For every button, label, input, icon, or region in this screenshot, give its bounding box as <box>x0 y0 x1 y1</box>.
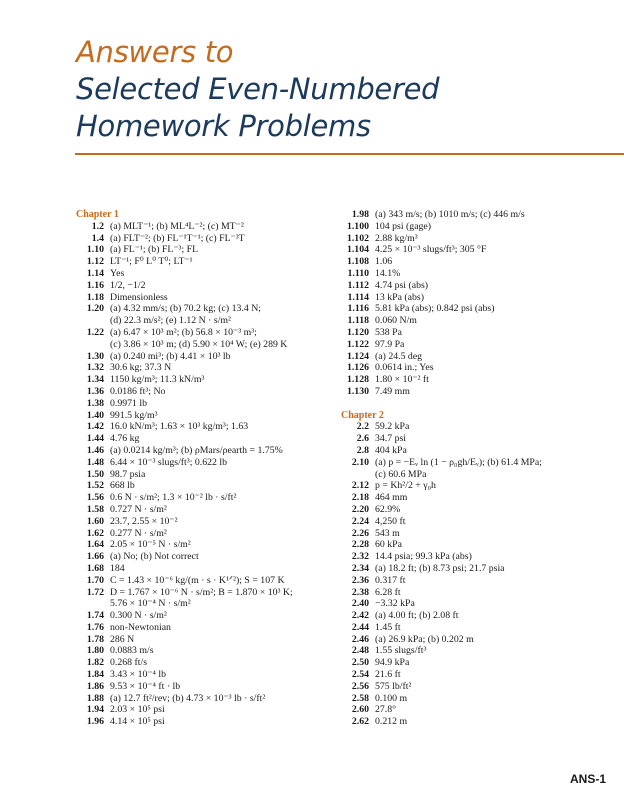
title-line-2: Selected Even-Numbered <box>76 72 440 106</box>
problem-number: 1.48 <box>86 456 104 468</box>
problem-number: 2.42 <box>351 610 369 622</box>
problem-number: 2.20 <box>351 503 369 515</box>
answer-text: 0.0614 in.; Yes <box>375 362 434 374</box>
problem-number: 2.56 <box>351 680 369 692</box>
problem-number: 2.48 <box>351 645 369 657</box>
answer-text: (a) 6.47 × 10³ m²; (b) 56.8 × 10⁻³ m³; (c) 3.86 × 10³ m; (d) 5.90 × 10⁴ W; (e) 289 K <box>110 326 288 350</box>
problem-number: 2.50 <box>351 657 369 669</box>
answer-text: (a) MLT⁻¹; (b) ML⁴L⁻²; (c) MT⁻² <box>110 220 244 232</box>
answer-entry <box>341 657 624 669</box>
answer-entry <box>341 492 624 504</box>
answer-text: 0.0883 m/s <box>110 645 154 657</box>
problem-number: 2.2 <box>356 421 369 433</box>
answer-text: Yes <box>110 267 125 279</box>
answer-entry <box>76 563 341 575</box>
answer-text: 0.277 N · s/m² <box>110 527 167 539</box>
answer-entry <box>341 221 624 233</box>
answer-text: Dimensionless <box>110 291 168 303</box>
problem-number: 1.44 <box>86 433 104 445</box>
answer-entry <box>76 280 341 292</box>
problem-number: 2.38 <box>351 586 369 598</box>
answer-entry <box>76 504 341 516</box>
answer-entry <box>76 268 341 280</box>
answer-entry <box>76 469 341 481</box>
answer-text: (a) 24.5 deg <box>375 350 423 362</box>
problem-number: 2.54 <box>351 669 369 681</box>
answer-text: 60 kPa <box>375 539 402 551</box>
problem-number: 1.86 <box>86 680 104 692</box>
answer-text: 404 kPa <box>375 444 407 456</box>
answer-text: (a) 18.2 ft; (b) 8.73 psi; 21.7 psia <box>375 562 505 574</box>
problem-number: 1.10 <box>86 244 104 256</box>
answer-entry <box>341 351 624 363</box>
problem-number: 1.102 <box>346 232 369 244</box>
answer-text: 0.9971 lb <box>110 397 148 409</box>
problem-number: 1.34 <box>86 374 104 386</box>
answer-text: 543 m <box>375 527 400 539</box>
problem-number: 2.12 <box>351 480 369 492</box>
problem-number: 1.12 <box>86 256 104 268</box>
problem-number: 1.126 <box>346 362 369 374</box>
answer-text: 668 lb <box>110 480 135 492</box>
answer-text: 62.9% <box>375 503 401 515</box>
title-divider <box>75 153 624 155</box>
answer-entry <box>76 634 341 646</box>
answer-entry <box>341 681 624 693</box>
left-column <box>76 209 341 728</box>
answer-entry <box>76 457 341 469</box>
answer-text: 0.300 N · s/m² <box>110 610 167 622</box>
problem-number: 1.130 <box>346 385 369 397</box>
answer-entry <box>76 681 341 693</box>
answer-text: 16.0 kN/m³; 1.63 × 10³ kg/m³; 1.63 <box>110 421 249 433</box>
answer-entry <box>76 351 341 363</box>
answer-entry <box>341 516 624 528</box>
answer-entry <box>341 268 624 280</box>
answer-entry <box>341 292 624 304</box>
problem-number: 2.58 <box>351 692 369 704</box>
answer-entry <box>341 587 624 599</box>
problem-number: 1.14 <box>86 267 104 279</box>
answer-entry <box>76 303 341 327</box>
answer-text: (a) 26.9 kPa; (b) 0.202 m <box>375 633 474 645</box>
problem-number: 1.98 <box>351 209 369 220</box>
answer-entry <box>341 634 624 646</box>
answer-entry <box>341 622 624 634</box>
answer-text: 184 <box>110 562 125 574</box>
answer-text: 21.6 ft <box>375 669 401 681</box>
answer-text: (a) 343 m/s; (b) 1010 m/s; (c) 446 m/s <box>375 209 525 220</box>
answer-entry <box>341 209 624 221</box>
answer-entry <box>341 374 624 386</box>
answer-text: 30.6 kg; 37.3 N <box>110 362 172 374</box>
problem-number: 1.76 <box>86 621 104 633</box>
answer-entry <box>341 445 624 457</box>
answer-text: 1.55 slugs/ft³ <box>375 645 427 657</box>
answer-text: C = 1.43 × 10⁻⁶ kg/(m · s · K¹ᐟ²); S = 107 K <box>110 574 285 586</box>
problem-number: 2.8 <box>356 444 369 456</box>
answer-text: 14.4 psia; 99.3 kPa (abs) <box>375 551 472 563</box>
answer-entry <box>76 410 341 422</box>
answer-entry <box>341 480 624 492</box>
problem-number: 1.110 <box>347 267 369 279</box>
answer-list <box>341 209 624 398</box>
answer-text: 0.317 ft <box>375 574 406 586</box>
problem-number: 2.62 <box>351 716 369 728</box>
answer-list <box>341 421 624 728</box>
answer-entry <box>341 233 624 245</box>
answer-text: 5.81 kPa (abs); 0.842 psi (abs) <box>375 303 495 315</box>
answer-entry <box>76 292 341 304</box>
answer-text: (a) FL⁻¹; (b) FL⁻³; FL <box>110 244 199 256</box>
answer-text: 0.212 m <box>375 716 408 728</box>
answer-entry <box>341 303 624 315</box>
answer-entry <box>341 598 624 610</box>
answer-entry <box>76 221 341 233</box>
answer-entry <box>341 716 624 728</box>
problem-number: 1.42 <box>86 421 104 433</box>
answer-entry <box>341 280 624 292</box>
answer-text: 6.28 ft <box>375 586 401 598</box>
problem-number: 2.40 <box>351 598 369 610</box>
problem-number: 2.44 <box>351 621 369 633</box>
problem-number: 2.18 <box>351 492 369 504</box>
problem-number: 1.32 <box>86 362 104 374</box>
answer-entry <box>341 539 624 551</box>
title-line-1: Answers to <box>76 35 234 69</box>
answer-entry <box>76 362 341 374</box>
answer-text: 4.76 kg <box>110 433 140 445</box>
answer-entry <box>76 645 341 657</box>
answer-text: 2.05 × 10⁻⁵ N · s/m² <box>110 539 191 551</box>
answer-entry <box>341 563 624 575</box>
answer-entry <box>76 539 341 551</box>
answer-text: 0.727 N · s/m² <box>110 503 167 515</box>
answer-entry <box>341 575 624 587</box>
answer-text: p = Kh²/2 + γ₀h <box>375 480 436 492</box>
answer-text: 1.80 × 10⁻² ft <box>375 374 429 386</box>
problem-number: 1.4 <box>91 232 104 244</box>
answer-entry <box>76 327 341 351</box>
answer-text: (a) FLT⁻²; (b) FL⁻¹T⁻¹; (c) FL⁻³T <box>110 232 245 244</box>
problem-number: 1.72 <box>86 586 104 598</box>
chapter-heading: Chapter 2 <box>341 409 384 421</box>
answer-text: 1.45 ft <box>375 621 401 633</box>
answer-entry <box>76 657 341 669</box>
title-line-3: Homework Problems <box>76 109 371 143</box>
problem-number: 2.34 <box>351 562 369 574</box>
problem-number: 2.28 <box>351 539 369 551</box>
answer-entry <box>76 244 341 256</box>
answer-text: 104 psi (gage) <box>375 220 432 232</box>
answer-text: 9.53 × 10⁻⁴ ft · lb <box>110 680 181 692</box>
answer-entry <box>341 669 624 681</box>
answer-entry <box>341 645 624 657</box>
answer-text: 97.9 Pa <box>375 338 405 350</box>
answer-entry <box>76 421 341 433</box>
problem-number: 1.96 <box>86 716 104 728</box>
problem-number: 1.62 <box>86 527 104 539</box>
answer-text: 1/2, −1/2 <box>110 279 146 291</box>
answer-text: (a) p = −Eᵥ ln (1 − ρ₀gh/Eᵥ); (b) 61.4 MPa; (c) 60.6 MPa <box>375 456 542 480</box>
answer-entry <box>76 622 341 634</box>
problem-number: 1.114 <box>347 291 369 303</box>
answer-entry <box>341 551 624 563</box>
answer-entry <box>76 528 341 540</box>
answer-entry <box>341 693 624 705</box>
answer-entry <box>76 492 341 504</box>
problem-number: 1.20 <box>86 303 104 315</box>
answer-text: 0.6 N · s/m²; 1.3 × 10⁻² lb · s/ft² <box>110 492 237 504</box>
answer-text: 13 kPa (abs) <box>375 291 424 303</box>
answer-entry <box>341 339 624 351</box>
answer-entry <box>341 256 624 268</box>
answer-text: 4.25 × 10⁻³ slugs/ft³; 305 °F <box>375 244 487 256</box>
answer-entry <box>76 445 341 457</box>
problem-number: 1.46 <box>86 444 104 456</box>
answer-text: 4,250 ft <box>375 515 406 527</box>
answer-text: 575 lb/ft² <box>375 680 412 692</box>
problem-number: 1.52 <box>86 480 104 492</box>
problem-number: 1.66 <box>86 551 104 563</box>
answer-entry <box>76 704 341 716</box>
answer-text: 991.5 kg/m³ <box>110 409 158 421</box>
answer-entry <box>76 386 341 398</box>
problem-number: 2.10 <box>351 456 369 468</box>
problem-number: 1.22 <box>86 326 104 338</box>
answer-text: (a) 12.7 ft²/rev; (b) 4.73 × 10⁻³ lb · s/ft² <box>110 692 266 704</box>
problem-number: 2.32 <box>351 551 369 563</box>
problem-number: 1.68 <box>86 562 104 574</box>
answer-entry <box>76 516 341 528</box>
answer-text: 6.44 × 10⁻³ slugs/ft³; 0.622 lb <box>110 456 227 468</box>
answer-entry <box>341 386 624 398</box>
problem-number: 1.116 <box>347 303 369 315</box>
answer-text: 2.88 kg/m³ <box>375 232 418 244</box>
answer-text: (a) No; (b) Not correct <box>110 551 199 563</box>
problem-number: 1.80 <box>86 645 104 657</box>
page-title <box>76 34 439 145</box>
problem-number: 1.60 <box>86 515 104 527</box>
problem-number: 1.38 <box>86 397 104 409</box>
problem-number: 1.120 <box>346 326 369 338</box>
problem-number: 1.112 <box>347 279 369 291</box>
answer-entry <box>341 315 624 327</box>
answer-entry <box>341 362 624 374</box>
answer-entry <box>76 433 341 445</box>
answer-text: 59.2 kPa <box>375 421 410 433</box>
answer-entry <box>76 575 341 587</box>
answer-text: 0.0186 ft³; No <box>110 385 166 397</box>
answer-entry <box>76 551 341 563</box>
problem-number: 2.46 <box>351 633 369 645</box>
answer-text: 98.7 psia <box>110 468 146 480</box>
answer-text: 0.100 m <box>375 692 408 704</box>
answer-text: 286 N <box>110 633 135 645</box>
answer-text: 3.43 × 10⁻⁴ lb <box>110 669 167 681</box>
answer-text: D = 1.767 × 10⁻⁶ N · s/m²; B = 1.870 × 10³ K; 5.76 × 10⁻⁴ N · s/m² <box>110 586 293 610</box>
answer-text: (a) 0.0214 kg/m³; (b) ρMars/ρearth = 1.75% <box>110 444 283 456</box>
answer-list <box>76 221 341 728</box>
problem-number: 1.124 <box>346 350 369 362</box>
answer-text: 94.9 kPa <box>375 657 410 669</box>
answer-entry <box>341 504 624 516</box>
answer-entry <box>76 587 341 611</box>
problem-number: 2.24 <box>351 515 369 527</box>
answer-text: 538 Pa <box>375 326 402 338</box>
answer-text: 0.268 ft/s <box>110 657 148 669</box>
answer-entry <box>76 374 341 386</box>
answer-entry <box>76 693 341 705</box>
answer-entry <box>76 233 341 245</box>
problem-number: 1.50 <box>86 468 104 480</box>
answer-text: (a) 4.32 mm/s; (b) 70.2 kg; (c) 13.4 N; (d) 22.3 m/s²; (e) 1.12 N · s/m² <box>110 303 262 327</box>
answer-text: 0.060 N/m <box>375 315 417 327</box>
problem-number: 1.56 <box>86 492 104 504</box>
right-column <box>341 209 624 728</box>
answer-text: 23.7, 2.55 × 10⁻² <box>110 515 178 527</box>
problem-number: 1.108 <box>346 256 369 268</box>
answer-text: 7.49 mm <box>375 385 410 397</box>
problem-number: 2.36 <box>351 574 369 586</box>
answer-entry <box>76 716 341 728</box>
answer-text: 4.74 psi (abs) <box>375 279 429 291</box>
problem-number: 1.104 <box>346 244 369 256</box>
answer-text: 34.7 psi <box>375 433 407 445</box>
problem-number: 1.84 <box>86 669 104 681</box>
answer-text: 1150 kg/m³; 11.3 kN/m³ <box>110 374 205 386</box>
problem-number: 1.40 <box>86 409 104 421</box>
problem-number: 1.30 <box>86 350 104 362</box>
problem-number: 1.2 <box>91 220 104 232</box>
problem-number: 1.16 <box>86 279 104 291</box>
problem-number: 1.18 <box>86 291 104 303</box>
problem-number: 1.74 <box>86 610 104 622</box>
answer-text: LT⁻¹; F⁰ L⁰ T⁰; LT⁻¹ <box>110 256 193 268</box>
answer-text: 2.03 × 10⁵ psi <box>110 704 165 716</box>
problem-number: 2.6 <box>356 433 369 445</box>
problem-number: 1.88 <box>86 692 104 704</box>
problem-number: 1.64 <box>86 539 104 551</box>
problem-number: 1.78 <box>86 633 104 645</box>
problem-number: 1.58 <box>86 503 104 515</box>
chapter-heading: Chapter 1 <box>76 209 119 220</box>
answer-entry <box>76 669 341 681</box>
answer-entry <box>341 704 624 716</box>
answer-text: (a) 4.00 ft; (b) 2.08 ft <box>375 610 459 622</box>
answer-entry <box>341 528 624 540</box>
answer-text: −3.32 kPa <box>375 598 415 610</box>
answer-entry <box>76 398 341 410</box>
answer-text: non-Newtonian <box>110 621 171 633</box>
problem-number: 1.100 <box>346 220 369 232</box>
answer-text: 4.14 × 10⁵ psi <box>110 716 165 728</box>
problem-number: 1.94 <box>86 704 104 716</box>
answer-entry <box>341 421 624 433</box>
answer-entry <box>341 327 624 339</box>
answer-text: (a) 0.240 mi³; (b) 4.41 × 10³ lb <box>110 350 231 362</box>
answer-entry <box>76 480 341 492</box>
answer-entry <box>341 433 624 445</box>
answer-entry <box>341 610 624 622</box>
problem-number: 1.128 <box>346 374 369 386</box>
problem-number: 1.82 <box>86 657 104 669</box>
problem-number: 1.118 <box>347 315 369 327</box>
answer-entry <box>341 457 624 481</box>
problem-number: 1.122 <box>346 338 369 350</box>
answer-text: 27.8° <box>375 704 397 716</box>
problem-number: 1.36 <box>86 385 104 397</box>
problem-number: 2.26 <box>351 527 369 539</box>
answer-entry <box>341 244 624 256</box>
answer-entry <box>76 610 341 622</box>
answer-entry <box>76 256 341 268</box>
problem-number: 1.70 <box>86 574 104 586</box>
problem-number: 2.60 <box>351 704 369 716</box>
answer-text: 464 mm <box>375 492 408 504</box>
answer-text: 14.1% <box>375 267 401 279</box>
answer-text: 1.06 <box>375 256 393 268</box>
page-number: ANS-1 <box>569 772 606 786</box>
